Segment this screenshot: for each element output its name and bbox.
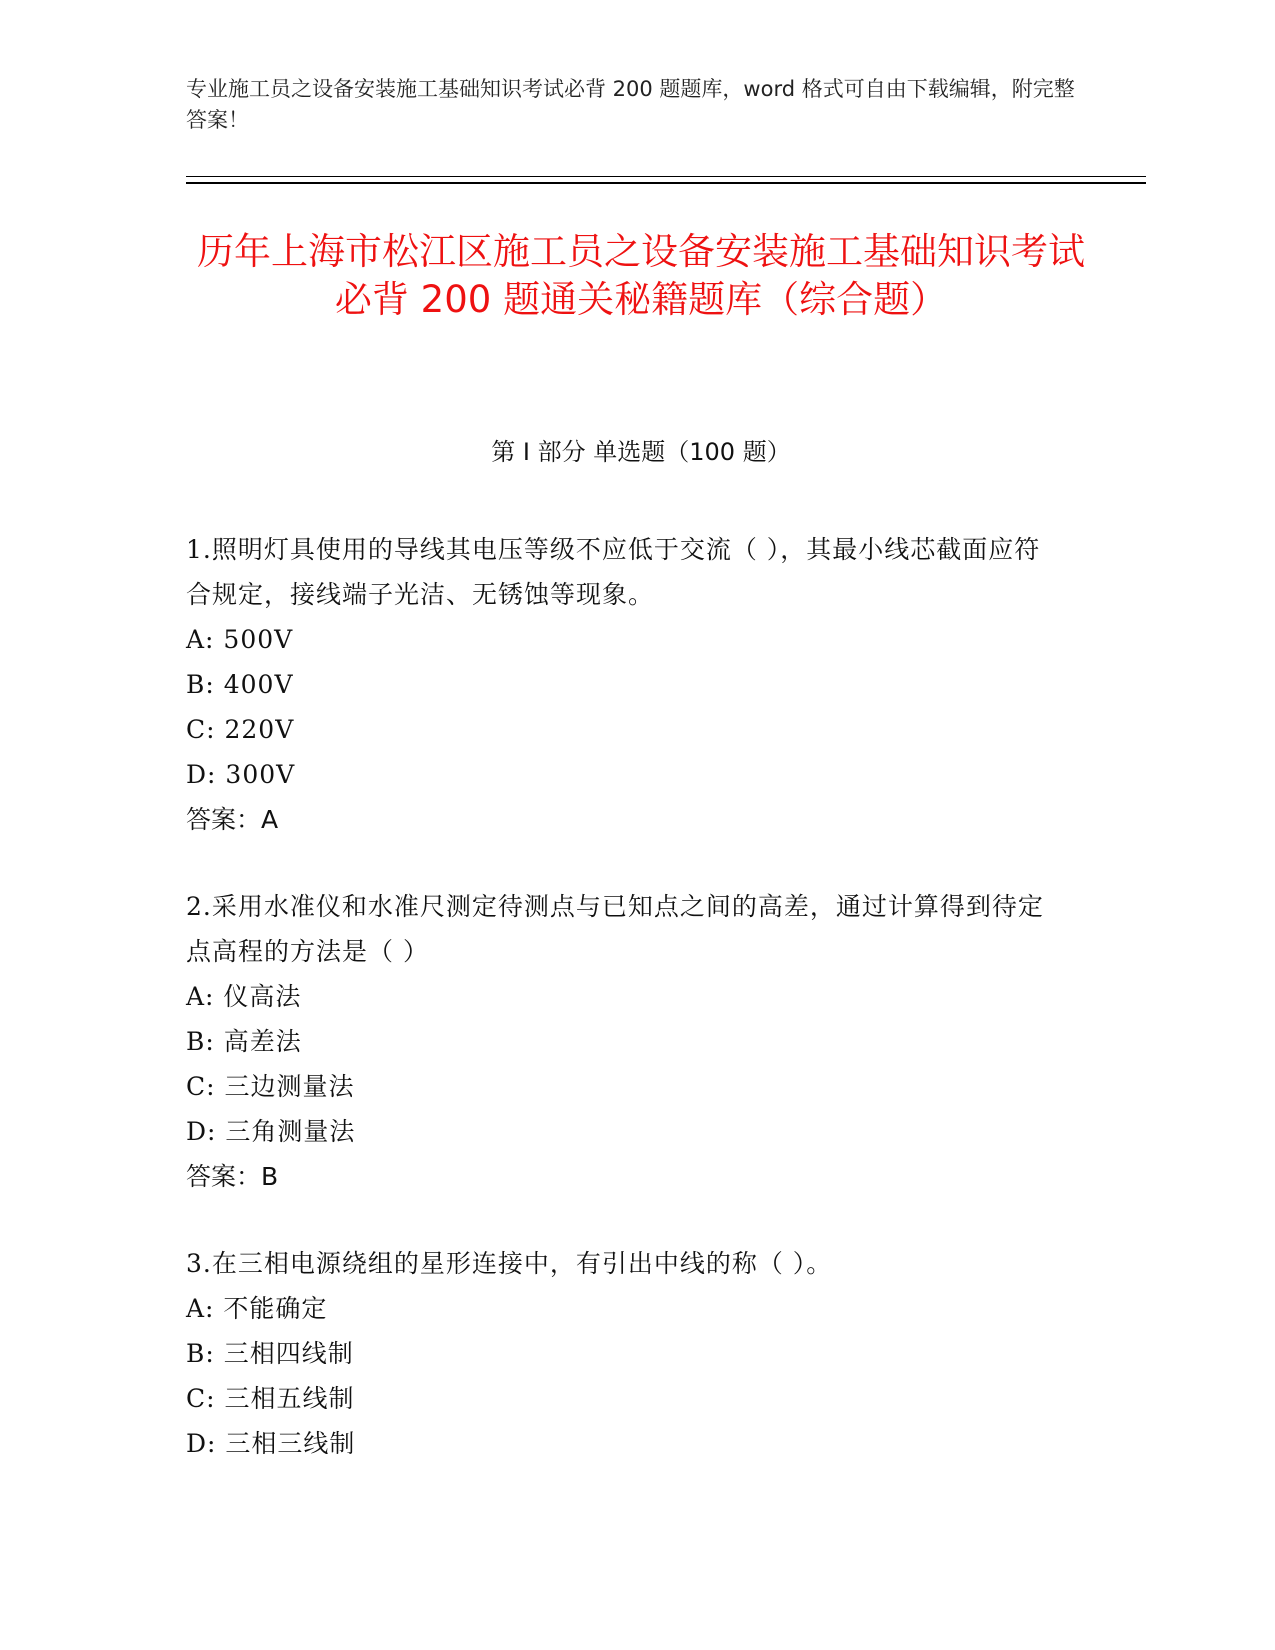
option-a: A: 500V — [186, 625, 294, 654]
question-list — [186, 527, 1066, 1508]
section-heading: 第 I 部分 单选题（100 题） — [491, 438, 791, 466]
option-b: B: 三相四线制 — [186, 1339, 354, 1368]
question-3 — [186, 1241, 1066, 1466]
question-2 — [186, 884, 1066, 1199]
header-divider — [186, 176, 1146, 184]
question-stem: 3.在三相电源绕组的星形连接中，有引出中线的称（ ）。 — [186, 1249, 833, 1278]
question-stem: 1.照明灯具使用的导线其电压等级不应低于交流（ ），其最小线芯截面应符合规定，接线端子光洁、无锈蚀等现象。 — [186, 535, 1041, 609]
header-note: 专业施工员之设备安装施工基础知识考试必背 200 题题库，word 格式可自由下载编辑，附完整答案！ — [186, 77, 1075, 132]
option-c: C: 三边测量法 — [186, 1072, 355, 1101]
document-title: 历年上海市松江区施工员之设备安装施工基础知识考试必背 200 题通关秘籍题库（综合题） — [197, 230, 1085, 321]
option-d: D: 三相三线制 — [186, 1429, 356, 1458]
option-c: C: 220V — [186, 715, 295, 744]
option-b: B: 高差法 — [186, 1027, 302, 1056]
option-a: A: 仪高法 — [186, 982, 302, 1011]
answer-line: 答案：A — [186, 805, 279, 834]
option-d: D: 三角测量法 — [186, 1117, 356, 1146]
answer-line: 答案：B — [186, 1162, 279, 1191]
option-c: C: 三相五线制 — [186, 1384, 355, 1413]
question-stem: 2.采用水准仪和水准尺测定待测点与已知点之间的高差，通过计算得到待定点高程的方法是（ ） — [186, 892, 1044, 966]
question-1 — [186, 527, 1066, 842]
option-d: D: 300V — [186, 760, 296, 789]
option-a: A: 不能确定 — [186, 1294, 328, 1323]
option-b: B: 400V — [186, 670, 294, 699]
